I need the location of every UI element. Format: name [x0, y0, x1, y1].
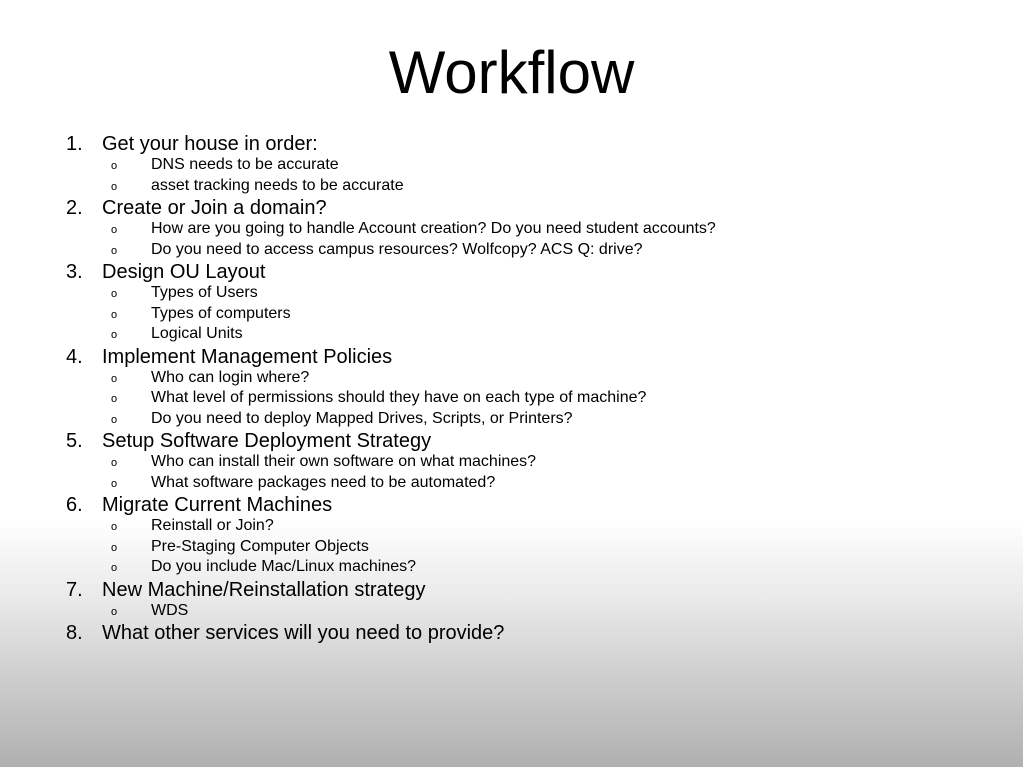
- outline-item-row: [66, 579, 996, 601]
- outline-item-row: [66, 261, 996, 283]
- circle-bullet-icon: o: [111, 413, 118, 426]
- circle-bullet-icon: o: [111, 521, 118, 533]
- item-text: What other services will you need to provide?: [102, 622, 505, 644]
- sub-item: [66, 240, 996, 261]
- sub-item: [66, 452, 996, 473]
- circle-bullet-icon: o: [111, 329, 118, 341]
- sub-item-text: Do you include Mac/Linux machines?: [151, 558, 417, 575]
- circle-bullet-icon: o: [111, 393, 118, 405]
- item-number: 2.: [66, 197, 83, 219]
- circle-bullet-icon: o: [111, 160, 118, 172]
- outline-item: [66, 197, 996, 260]
- outline-item: [66, 346, 996, 430]
- circle-bullet-icon: o: [111, 605, 118, 618]
- outline-item-row: [66, 346, 996, 368]
- sub-item: [66, 473, 996, 494]
- sub-item-text: Logical Units: [151, 325, 243, 342]
- circle-bullet-icon: o: [111, 180, 118, 193]
- sub-list: [66, 155, 996, 196]
- sub-item-text: Do you need to access campus resources? Wolfcopy? ACS Q: drive?: [151, 240, 643, 258]
- sub-list: [66, 452, 996, 493]
- item-text: Implement Management Policies: [102, 345, 393, 368]
- item-text: Create or Join a domain?: [102, 197, 327, 219]
- sub-item-text: Who can install their own software on what machines?: [151, 453, 537, 470]
- sub-list: [66, 601, 996, 622]
- item-text: New Machine/Reinstallation strategy: [102, 578, 426, 601]
- sub-item: [66, 557, 996, 578]
- sub-item-text: What level of permissions should they have on each type of machine?: [151, 389, 647, 406]
- circle-bullet-icon: o: [111, 562, 118, 574]
- sub-item: [66, 155, 996, 176]
- circle-bullet-icon: o: [111, 308, 118, 321]
- outline-item-row: [66, 197, 996, 219]
- sub-item-text: Do you need to deploy Mapped Drives, Scripts, or Printers?: [151, 409, 573, 427]
- outline-item: [66, 430, 996, 493]
- item-number: 6.: [66, 494, 83, 516]
- sub-item: [66, 537, 996, 558]
- outline-item-row: [66, 430, 996, 452]
- sub-list: [66, 368, 996, 430]
- sub-item: [66, 516, 996, 537]
- sub-item: [66, 324, 996, 345]
- sub-item-text: WDS: [151, 601, 189, 619]
- circle-bullet-icon: o: [111, 457, 118, 469]
- item-number: 5.: [66, 430, 83, 452]
- item-number: 3.: [66, 261, 83, 283]
- sub-item-text: DNS needs to be accurate: [151, 156, 339, 173]
- sub-item-text: asset tracking needs to be accurate: [151, 176, 404, 194]
- sub-item-text: Types of computers: [151, 304, 291, 322]
- sub-list: [66, 283, 996, 345]
- outline-item: [66, 261, 996, 345]
- circle-bullet-icon: o: [111, 244, 118, 257]
- circle-bullet-icon: o: [111, 372, 118, 385]
- sub-item: [66, 368, 996, 389]
- item-number: 4.: [66, 345, 83, 368]
- outline-item-row: [66, 494, 996, 516]
- outline-item-row: [66, 622, 996, 644]
- sub-item: [66, 304, 996, 325]
- outline-item: [66, 622, 996, 644]
- outline-item: [66, 579, 996, 622]
- item-text: Get your house in order:: [102, 133, 318, 155]
- sub-item: [66, 283, 996, 304]
- sub-item-text: Types of Users: [151, 284, 258, 301]
- item-number: 8.: [66, 622, 83, 644]
- sub-item-text: Who can login where?: [151, 368, 310, 386]
- outline-item: [66, 133, 996, 196]
- circle-bullet-icon: o: [111, 541, 118, 554]
- circle-bullet-icon: o: [111, 288, 118, 300]
- outline-item: [66, 494, 996, 578]
- item-text: Migrate Current Machines: [102, 494, 333, 516]
- circle-bullet-icon: o: [111, 224, 118, 236]
- sub-item-text: Pre-Staging Computer Objects: [151, 537, 369, 555]
- sub-item-text: How are you going to handle Account creation? Do you need student accounts?: [151, 220, 716, 237]
- sub-item-text: What software packages need to be automated?: [151, 473, 496, 491]
- sub-item: [66, 219, 996, 240]
- item-number: 1.: [66, 133, 83, 155]
- item-text: Design OU Layout: [102, 261, 266, 283]
- workflow-outline: [66, 132, 996, 644]
- sub-item: [66, 388, 996, 409]
- item-text: Setup Software Deployment Strategy: [102, 430, 432, 452]
- outline-item-row: [66, 133, 996, 155]
- sub-item: [66, 176, 996, 197]
- sub-item: [66, 409, 996, 430]
- sub-item: [66, 601, 996, 622]
- slide-title: Workflow: [388, 39, 635, 106]
- item-number: 7.: [66, 578, 83, 601]
- sub-list: [66, 219, 996, 260]
- sub-list: [66, 516, 996, 578]
- circle-bullet-icon: o: [111, 477, 118, 490]
- sub-item-text: Reinstall or Join?: [151, 517, 274, 534]
